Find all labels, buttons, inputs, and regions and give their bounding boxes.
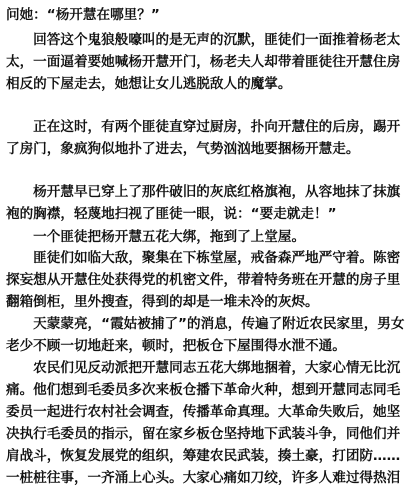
text-line: 探妄想从开慧住处获得党的机密文件，带着特务班在开慧的房子里 [6, 272, 401, 289]
paragraph-2 [6, 29, 410, 95]
text-line: 太，一面逼着要她喊杨开慧开门，杨老夫人却带着匪徒往开慧住房 [6, 54, 401, 71]
text-line: 肩战斗，恢复发展党的组织，筹建农民武装，揍土豪，打团防…… [6, 448, 401, 465]
text-line: 相反的下屋走去，她想让女儿逃脱敌人的魔掌。 [6, 76, 292, 93]
text-line: 痛。他们想到毛委员多次来板仓播下革命火种，想到开慧同志同毛 [6, 382, 401, 399]
text-line: 一桩桩往事，一齐涌上心头。大家心痛如刀绞，许多人难过得热泪 [6, 470, 401, 487]
text-line: 翻箱倒柜，里外搜查，得到的却是一堆未冷的灰烬。 [6, 294, 319, 311]
text-line: 委员一起进行农村社会调查，传播革命真理。大革命失败后，她坚 [6, 404, 401, 421]
text-line: 问她：“杨开慧在哪里？” [6, 7, 160, 23]
paragraph-6 [6, 247, 410, 313]
text-line: 了房门，象疯狗似地扑了进去，气势汹汹地要捆杨开慧走。 [6, 141, 360, 158]
text-line: 农民们见反动派把开慧同志五花大绑地捆着，大家心情无比沉 [6, 360, 401, 376]
paragraph-7 [6, 313, 410, 357]
text-line: 回答这个鬼狼般嚎叫的是无声的沉默，匪徒们一面推着杨老太 [6, 32, 401, 48]
text-line: 一个匪徒把杨开慧五花大绑，拖到了上堂屋。 [6, 229, 306, 245]
paragraph-1 [6, 4, 410, 26]
paragraph-4 [6, 181, 410, 225]
paragraph-3 [6, 116, 410, 160]
paragraph-5 [6, 226, 410, 248]
text-line: 匪徒们如临大敌，聚集在下栋堂屋，戒备森严地严守着。陈密 [6, 250, 401, 266]
text-line: 老少不顾一切地赶来，顿时，把板仓下屋围得水泄不通。 [6, 338, 346, 355]
text-line: 袍的胸襟，轻蔑地扫视了匪徒一眼，说：“要走就走！” [6, 206, 337, 223]
text-line: 决执行毛委员的指示，留在家乡板仓坚持地下武装斗争，同他们并 [6, 426, 401, 443]
text-line: 正在这时，有两个匪徒直穿过厨房，扑向开慧住的后房，踢开 [6, 119, 401, 135]
text-line: 杨开慧早已穿上了那件破旧的灰底红格旗袍，从容地抹了抹旗 [6, 184, 401, 200]
paragraph-8 [6, 357, 410, 490]
text-line: 天蒙蒙亮，“霞姑被捕了”的消息，传遍了附近农民家里，男女 [6, 316, 405, 332]
